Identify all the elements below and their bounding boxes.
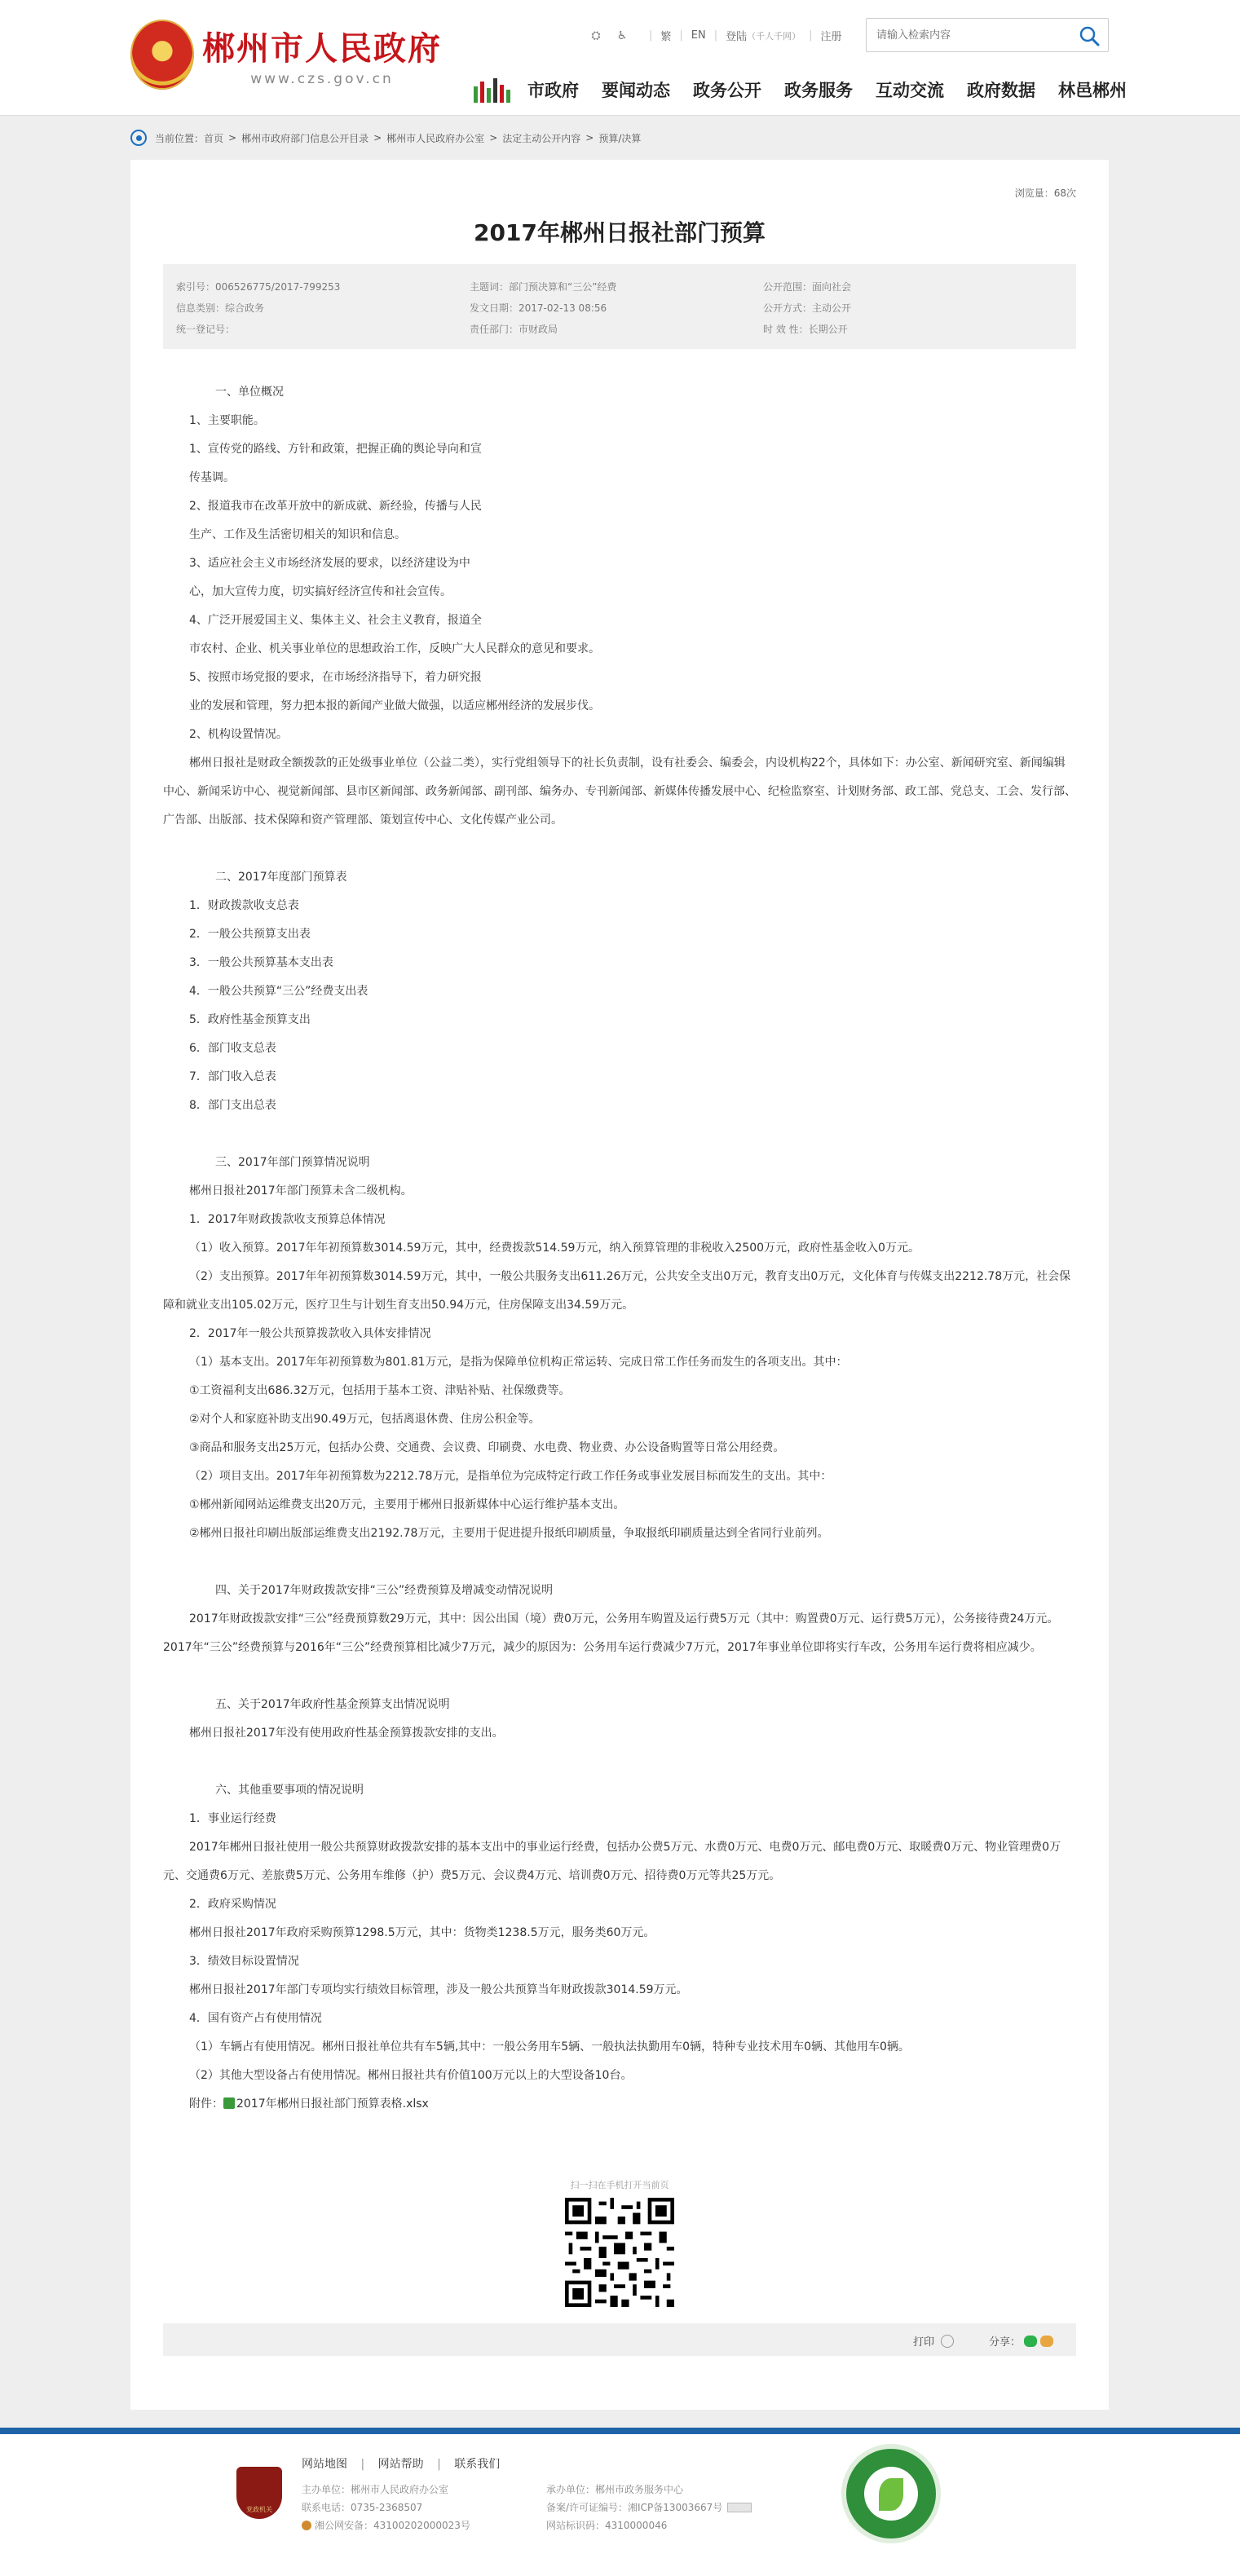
share-group xyxy=(989,2333,1053,2349)
attachment-line xyxy=(189,2090,1045,2119)
excel-file-icon xyxy=(223,2097,235,2109)
breadcrumb-budget[interactable]: 预算/决算 xyxy=(598,132,642,144)
article-meta xyxy=(163,264,1076,349)
print-label: 打印 xyxy=(912,2336,934,2349)
blank-line xyxy=(189,1120,1045,1149)
paragraph: 2017年财政拨款安排“三公”经费预算数29万元，其中：因公出国（境）费0万元，公务用车购置及运行费5万元（其中：购置费0万元、运行费5万元），公务接待费24万元。2017年“三公”经费预算与2016年“三公”经费预算相比减少7万元，减少的原因为：公务用车运行费减少7万元，2017年事业单位即将实行车改，公务用车运行费将相应减少。 xyxy=(163,1612,1059,1654)
breadcrumb: 当前位置： 首页 > 郴州市政府部门信息公开目录 > 郴州市人民政府办公室 > 法定主动公开内容 > 预算/决算 xyxy=(130,126,1109,149)
section-heading: 五、关于2017年政府性基金预算支出情况说明 xyxy=(215,1698,450,1711)
location-icon xyxy=(130,130,147,146)
footer-organizer: 承办单位：郴州市政务服务中心 xyxy=(546,2483,684,2495)
article-card xyxy=(130,160,1109,2410)
site-url: www.czs.gov.cn xyxy=(250,70,394,87)
footer-police-record[interactable]: 湘公网安备：43100202000023号 xyxy=(315,2519,470,2531)
weibo-share-icon[interactable] xyxy=(1040,2336,1053,2347)
site-header xyxy=(0,0,1240,116)
list-item: 2．一般公共预算支出表 xyxy=(189,928,311,941)
paragraph: 2017年郴州日报社使用一般公共预算财政拨款安排的基本支出中的事业运行经费，包括办公费5万元、水费0万元、电费0万元、邮电费0万元、取暖费0万元、物业管理费0万元、交通费6万元、差旅费5万元、公务用车维修（护）费5万元、会议费4万元、培训费0万元、招待费0万元等共25万元。 xyxy=(163,1841,1061,1882)
list-item: 3．一般公共预算基本支出表 xyxy=(189,956,333,969)
paragraph: 2、机构设置情况。 xyxy=(189,728,288,741)
meta-department: 责任部门：市财政局 xyxy=(470,323,558,335)
view-count: 浏览量：68次 xyxy=(1014,187,1076,199)
list-item: 8．部门支出总表 xyxy=(189,1099,276,1112)
breadcrumb-label: 当前位置： xyxy=(155,132,205,144)
paragraph: 3、适应社会主义市场经济发展的要求，以经济建设为中 xyxy=(189,557,470,570)
breadcrumb-home[interactable]: 首页 xyxy=(204,132,224,144)
blank-line xyxy=(189,835,1045,863)
main-nav xyxy=(470,75,1127,104)
paragraph: 1．2017年财政拨款收支预算总体情况 xyxy=(189,1213,386,1226)
attachment-label: 附件： xyxy=(189,2097,223,2111)
login-sub-label: （千人千网） xyxy=(747,30,801,42)
site-title: 郴州市人民政府 xyxy=(202,29,442,68)
footer-icp[interactable]: 备案/许可证编号：湘ICP备13003667号 xyxy=(546,2501,723,2513)
barrier-free-icon[interactable]: ⛭ xyxy=(591,29,601,42)
paragraph: 3．绩效目标设置情况 xyxy=(189,1955,299,1968)
meta-registration: 统一登记号： xyxy=(176,323,236,335)
paragraph: 郴州日报社2017年部门专项均实行绩效目标管理，涉及一般公共预算当年财政拨款3014.59万元。 xyxy=(189,1983,688,1996)
breadcrumb-office[interactable]: 郴州市人民政府办公室 xyxy=(386,132,485,144)
site-footer xyxy=(0,2434,1240,2576)
list-item: 5．政府性基金预算支出 xyxy=(189,1013,311,1026)
meta-validity: 时 效 性：长期公开 xyxy=(763,323,848,335)
search-box xyxy=(866,18,1109,52)
paragraph: 郴州日报社是财政全额拨款的正处级事业单位（公益二类），实行党组领导下的社长负责制，设有社委会、编委会，内设机构22个，具体如下：办公室、新闻研究室、新闻编辑中心、新闻采访中心、视觉新闻部、县市区新闻部、政务新闻部、副刊部、编务办、专刊新闻部、新媒体传播发展中心、纪检监察室、计划财务部、政工部、党总支、工会、发行部、广告部、出版部、技术保障和资产管理部、策划宣传中心、文化传媒产业公司。 xyxy=(163,756,1076,827)
paragraph: 心，加大宣传力度，切实搞好经济宣传和社会宣传。 xyxy=(189,585,452,598)
paragraph: 市农村、企业、机关事业单位的思想政治工作，反映广大人民群众的意见和要求。 xyxy=(189,642,600,655)
qr-label: 扫一扫在手机打开当前页 xyxy=(570,2180,669,2190)
traditional-chinese-link[interactable]: 繁 xyxy=(660,31,672,43)
breadcrumb-statutory-content[interactable]: 法定主动公开内容 xyxy=(502,132,581,144)
search-input[interactable] xyxy=(867,19,1070,51)
footer-link-contact[interactable]: 联系我们 xyxy=(454,2458,501,2471)
english-link[interactable]: EN xyxy=(691,29,706,42)
paragraph: 业的发展和管理，努力把本报的新闻产业做大做强，以适应郴州经济的发展步伐。 xyxy=(189,699,600,712)
paragraph: （1）收入预算。2017年年初预算数3014.59万元，其中，经费拨款514.59万元，纳入预算管理的非税收入2500万元，政府性基金收入0万元。 xyxy=(189,1242,920,1255)
footer-site-id: 网站标识码：4310000046 xyxy=(546,2519,668,2531)
paragraph: ②对个人和家庭补助支出90.49万元，包括离退休费、住房公积金等。 xyxy=(189,1413,541,1426)
badge-text: 党政机关 xyxy=(246,2506,272,2513)
paragraph: 郴州日报社2017年政府采购预算1298.5万元，其中：货物类1238.5万元，服务类60万元。 xyxy=(189,1926,655,1939)
paragraph: 4、广泛开展爱国主义、集体主义、社会主义教育，报道全 xyxy=(189,614,482,627)
paragraph: 5、按照市场党报的要求，在市场经济指导下，着力研究报 xyxy=(189,671,482,684)
paragraph: 1、主要职能。 xyxy=(189,414,265,427)
paragraph: ③商品和服务支出25万元，包括办公费、交通费、会议费、印刷费、水电费、物业费、办公设备购置等日常公用经费。 xyxy=(189,1441,785,1454)
footer-phone: 联系电话：0735-2368507 xyxy=(302,2501,423,2513)
national-emblem-icon xyxy=(130,20,194,90)
list-item: 7．部门收入总表 xyxy=(189,1070,276,1083)
nav-decoration-icon xyxy=(470,75,513,104)
paragraph: ①工资福利支出686.32万元，包括用于基本工资、津贴补贴、社保缴费等。 xyxy=(189,1384,571,1397)
nav-item-government-services[interactable]: 政务服务 xyxy=(784,81,853,100)
page-title: 2017年郴州日报社部门预算 xyxy=(474,219,766,246)
qr-code xyxy=(565,2198,674,2307)
attachment-link[interactable]: 2017年郴州日报社部门预算表格.xlsx xyxy=(236,2097,429,2111)
qr-area xyxy=(130,2178,1109,2310)
meta-keywords: 主题词：部门预决算和“三公”经费 xyxy=(470,280,617,293)
list-item: 4．一般公共预算“三公”经费支出表 xyxy=(189,985,368,998)
icp-tag-icon xyxy=(727,2503,752,2512)
meta-scope: 公开范围：面向社会 xyxy=(763,280,852,293)
paragraph: （1）车辆占有使用情况。郴州日报社单位共有车5辆,其中：一般公务用车5辆、一般执法执勤用车0辆，特种专业技术用车0辆、其他用车0辆。 xyxy=(189,2040,910,2053)
nav-item-government-affairs-open[interactable]: 政务公开 xyxy=(693,81,761,100)
nav-item-city-government[interactable]: 市政府 xyxy=(527,81,579,100)
site-logo[interactable] xyxy=(130,20,442,90)
paragraph: 郴州日报社2017年没有使用政府性基金预算拨款安排的支出。 xyxy=(189,1727,504,1740)
search-icon[interactable] xyxy=(1079,25,1100,46)
paragraph: 1、宣传党的路线、方针和政策，把握正确的舆论导向和宣 xyxy=(189,443,482,456)
section-heading: 四、关于2017年财政拨款安排“三公”经费预算及增减变动情况说明 xyxy=(215,1584,554,1597)
footer-links: 网站地图 | 网站帮助 | 联系我们 xyxy=(302,2458,501,2471)
paragraph: （1）基本支出。2017年年初预算数为801.81万元，是指为保障单位机构正常运转、完成日常工作任务而发生的各项支出。其中： xyxy=(189,1356,848,1369)
nav-item-interaction[interactable]: 互动交流 xyxy=(876,81,944,100)
register-link[interactable]: 注册 xyxy=(820,31,842,43)
paragraph: 传基调。 xyxy=(189,471,235,484)
section-heading: 二、2017年度部门预算表 xyxy=(215,871,347,884)
breadcrumb-catalog[interactable]: 郴州市政府部门信息公开目录 xyxy=(241,132,369,144)
print-button[interactable] xyxy=(913,2333,954,2349)
printer-icon xyxy=(941,2335,954,2348)
article-body xyxy=(163,378,1076,2119)
paragraph: 郴州日报社2017年部门预算未含二级机构。 xyxy=(189,1184,413,1198)
nav-item-government-data[interactable]: 政府数据 xyxy=(967,81,1035,100)
wechat-share-icon[interactable] xyxy=(1024,2336,1037,2347)
section-heading: 六、其他重要事项的情况说明 xyxy=(215,1784,364,1797)
footer-info xyxy=(302,2480,823,2534)
nav-item-linyi-chenzhou[interactable]: 林邑郴州 xyxy=(1058,81,1127,100)
paragraph: ①郴州新闻网站运维费支出20万元，主要用于郴州日报新媒体中心运行维护基本支出。 xyxy=(189,1498,625,1511)
footer-link-sitemap[interactable]: 网站地图 xyxy=(302,2458,347,2471)
footer-divider xyxy=(0,2428,1240,2434)
blank-line xyxy=(189,1662,1045,1691)
meta-category: 信息类别：综合政务 xyxy=(176,302,265,314)
login-link[interactable]: 登陆 xyxy=(726,31,748,43)
paragraph: 1．事业运行经费 xyxy=(189,1812,276,1825)
share-bar xyxy=(163,2323,1076,2356)
section-heading: 一、单位概况 xyxy=(215,386,284,399)
share-label: 分享： xyxy=(988,2336,1021,2349)
paragraph: （2）支出预算。2017年年初预算数3014.59万元，其中，一般公共服务支出611.26万元，公共安全支出0万元，教育支出0万元，文化体育与传媒支出2212.78万元，社会保障和就业支出105.02万元，医疗卫生与计划生育支出50.94万元，住房保障支出34.59万元。 xyxy=(163,1270,1071,1312)
paragraph: 2．2017年一般公共预算拨款收入具体安排情况 xyxy=(189,1327,431,1340)
party-government-badge-icon[interactable] xyxy=(236,2467,282,2519)
list-item: 1．财政拨款收支总表 xyxy=(189,899,299,912)
paragraph: 生产、工作及生活密切相关的知识和信息。 xyxy=(189,528,406,541)
paragraph: （2）项目支出。2017年年初预算数为2212.78万元，是指单位为完成特定行政工作任务或事业发展目标而发生的支出。其中： xyxy=(189,1470,832,1483)
meta-method: 公开方式：主动公开 xyxy=(763,302,852,314)
paragraph: 2．政府采购情况 xyxy=(189,1898,276,1911)
meta-date: 发文日期：2017-02-13 08:56 xyxy=(470,302,607,314)
nav-item-news[interactable]: 要闻动态 xyxy=(602,81,670,100)
accessibility-icon[interactable]: ♿ xyxy=(616,29,628,42)
paragraph: ②郴州日报社印刷出版部运维费支出2192.78万元，主要用于促进提升报纸印刷质量，争取报纸印刷质量达到全省同行业前列。 xyxy=(189,1527,829,1540)
top-links: ⛭ ♿ | 繁 | EN | 登陆 （千人千网） | 注册 xyxy=(589,28,842,43)
paragraph: 2、报道我市在改革开放中的新成就、新经验，传播与人民 xyxy=(189,500,482,513)
footer-link-help[interactable]: 网站帮助 xyxy=(377,2458,424,2471)
footer-sponsor: 主办单位：郴州市人民政府办公室 xyxy=(302,2483,449,2495)
police-badge-icon xyxy=(302,2521,311,2530)
section-heading: 三、2017年部门预算情况说明 xyxy=(215,1156,370,1169)
blank-line xyxy=(189,1748,1045,1776)
meta-index-number: 索引号：006526775/2017-799253 xyxy=(176,280,341,293)
paragraph: 4．国有资产占有使用情况 xyxy=(189,2012,322,2025)
paragraph: （2）其他大型设备占有使用情况。郴州日报社共有价值100万元以上的大型设备10台。 xyxy=(189,2069,633,2082)
list-item: 6．部门收支总表 xyxy=(189,1042,276,1055)
blank-line xyxy=(189,1548,1045,1577)
civilized-website-badge-icon[interactable] xyxy=(846,2449,936,2539)
